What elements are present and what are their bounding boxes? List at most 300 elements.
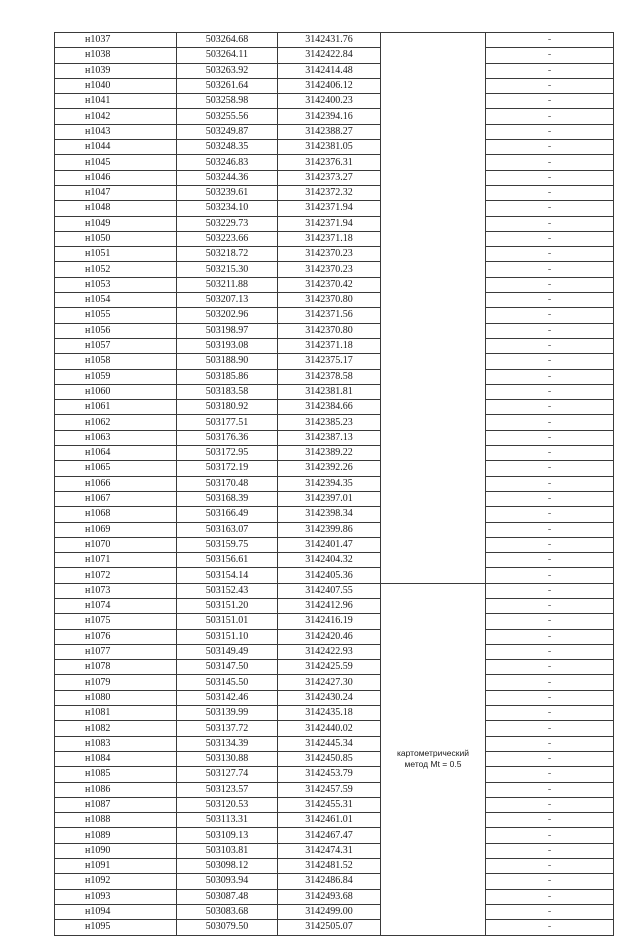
table-row <box>55 736 614 751</box>
point-name-cell: н1059 <box>55 369 177 384</box>
accuracy-cell: - <box>486 400 614 415</box>
accuracy-cell: - <box>486 277 614 292</box>
y-coordinate-cell: 3142486.84 <box>278 874 381 889</box>
y-coordinate-cell: 3142425.59 <box>278 660 381 675</box>
x-coordinate-cell: 503258.98 <box>177 94 278 109</box>
accuracy-cell: - <box>486 33 614 48</box>
point-name-cell: н1041 <box>55 94 177 109</box>
x-coordinate-cell: 503172.19 <box>177 461 278 476</box>
table-row <box>55 247 614 262</box>
x-coordinate-cell: 503234.10 <box>177 201 278 216</box>
y-coordinate-cell: 3142394.35 <box>278 476 381 491</box>
y-coordinate-cell: 3142461.01 <box>278 813 381 828</box>
y-coordinate-cell: 3142376.31 <box>278 155 381 170</box>
point-name-cell: н1083 <box>55 736 177 751</box>
accuracy-cell: - <box>486 247 614 262</box>
y-coordinate-cell: 3142389.22 <box>278 446 381 461</box>
x-coordinate-cell: 503127.74 <box>177 767 278 782</box>
point-name-cell: н1077 <box>55 644 177 659</box>
x-coordinate-cell: 503151.10 <box>177 629 278 644</box>
table-row <box>55 415 614 430</box>
table-row <box>55 644 614 659</box>
x-coordinate-cell: 503264.11 <box>177 48 278 63</box>
point-name-cell: н1085 <box>55 767 177 782</box>
y-coordinate-cell: 3142401.47 <box>278 537 381 552</box>
x-coordinate-cell: 503172.95 <box>177 446 278 461</box>
table-row <box>55 721 614 736</box>
accuracy-cell: - <box>486 308 614 323</box>
accuracy-cell: - <box>486 736 614 751</box>
table-row <box>55 751 614 766</box>
y-coordinate-cell: 3142370.42 <box>278 277 381 292</box>
accuracy-cell: - <box>486 690 614 705</box>
x-coordinate-cell: 503113.31 <box>177 813 278 828</box>
point-name-cell: н1051 <box>55 247 177 262</box>
point-name-cell: н1048 <box>55 201 177 216</box>
point-name-cell: н1038 <box>55 48 177 63</box>
x-coordinate-cell: 503263.92 <box>177 63 278 78</box>
y-coordinate-cell: 3142455.31 <box>278 797 381 812</box>
point-name-cell: н1054 <box>55 293 177 308</box>
x-coordinate-cell: 503154.14 <box>177 568 278 583</box>
table-row <box>55 94 614 109</box>
accuracy-cell: - <box>486 109 614 124</box>
x-coordinate-cell: 503244.36 <box>177 170 278 185</box>
accuracy-cell: - <box>486 78 614 93</box>
y-coordinate-cell: 3142493.68 <box>278 889 381 904</box>
table-row <box>55 904 614 919</box>
y-coordinate-cell: 3142400.23 <box>278 94 381 109</box>
accuracy-cell: - <box>486 920 614 935</box>
x-coordinate-cell: 503211.88 <box>177 277 278 292</box>
y-coordinate-cell: 3142467.47 <box>278 828 381 843</box>
point-name-cell: н1060 <box>55 384 177 399</box>
x-coordinate-cell: 503188.90 <box>177 354 278 369</box>
accuracy-cell: - <box>486 94 614 109</box>
y-coordinate-cell: 3142450.85 <box>278 751 381 766</box>
accuracy-cell: - <box>486 354 614 369</box>
y-coordinate-cell: 3142422.84 <box>278 48 381 63</box>
point-name-cell: н1091 <box>55 859 177 874</box>
x-coordinate-cell: 503183.58 <box>177 384 278 399</box>
table-row <box>55 583 614 598</box>
table-row <box>55 675 614 690</box>
point-name-cell: н1040 <box>55 78 177 93</box>
accuracy-cell: - <box>486 140 614 155</box>
point-name-cell: н1055 <box>55 308 177 323</box>
x-coordinate-cell: 503215.30 <box>177 262 278 277</box>
table-row <box>55 216 614 231</box>
accuracy-cell: - <box>486 583 614 598</box>
accuracy-cell: - <box>486 170 614 185</box>
point-name-cell: н1065 <box>55 461 177 476</box>
accuracy-cell: - <box>486 201 614 216</box>
y-coordinate-cell: 3142440.02 <box>278 721 381 736</box>
table-row <box>55 109 614 124</box>
point-name-cell: н1094 <box>55 904 177 919</box>
accuracy-cell: - <box>486 644 614 659</box>
y-coordinate-cell: 3142499.00 <box>278 904 381 919</box>
method-cell-empty <box>381 33 486 584</box>
x-coordinate-cell: 503098.12 <box>177 859 278 874</box>
y-coordinate-cell: 3142397.01 <box>278 491 381 506</box>
y-coordinate-cell: 3142384.66 <box>278 400 381 415</box>
table-row <box>55 430 614 445</box>
x-coordinate-cell: 503163.07 <box>177 522 278 537</box>
point-name-cell: н1037 <box>55 33 177 48</box>
point-name-cell: н1074 <box>55 598 177 613</box>
y-coordinate-cell: 3142399.86 <box>278 522 381 537</box>
accuracy-cell: - <box>486 491 614 506</box>
x-coordinate-cell: 503185.86 <box>177 369 278 384</box>
y-coordinate-cell: 3142405.36 <box>278 568 381 583</box>
x-coordinate-cell: 503083.68 <box>177 904 278 919</box>
y-coordinate-cell: 3142416.19 <box>278 614 381 629</box>
table-row <box>55 476 614 491</box>
table-row <box>55 767 614 782</box>
x-coordinate-cell: 503193.08 <box>177 338 278 353</box>
accuracy-cell: - <box>486 293 614 308</box>
y-coordinate-cell: 3142431.76 <box>278 33 381 48</box>
point-name-cell: н1089 <box>55 828 177 843</box>
point-name-cell: н1061 <box>55 400 177 415</box>
accuracy-cell: - <box>486 629 614 644</box>
accuracy-cell: - <box>486 323 614 338</box>
accuracy-cell: - <box>486 859 614 874</box>
point-name-cell: н1052 <box>55 262 177 277</box>
point-name-cell: н1092 <box>55 874 177 889</box>
point-name-cell: н1090 <box>55 843 177 858</box>
y-coordinate-cell: 3142385.23 <box>278 415 381 430</box>
y-coordinate-cell: 3142412.96 <box>278 598 381 613</box>
x-coordinate-cell: 503264.68 <box>177 33 278 48</box>
point-name-cell: н1049 <box>55 216 177 231</box>
y-coordinate-cell: 3142398.34 <box>278 507 381 522</box>
point-name-cell: н1084 <box>55 751 177 766</box>
table-row <box>55 491 614 506</box>
accuracy-cell: - <box>486 706 614 721</box>
accuracy-cell: - <box>486 48 614 63</box>
table-row <box>55 262 614 277</box>
x-coordinate-cell: 503109.13 <box>177 828 278 843</box>
y-coordinate-cell: 3142375.17 <box>278 354 381 369</box>
accuracy-cell: - <box>486 384 614 399</box>
point-name-cell: н1086 <box>55 782 177 797</box>
table-row <box>55 33 614 48</box>
x-coordinate-cell: 503246.83 <box>177 155 278 170</box>
point-name-cell: н1044 <box>55 140 177 155</box>
point-name-cell: н1039 <box>55 63 177 78</box>
x-coordinate-cell: 503218.72 <box>177 247 278 262</box>
y-coordinate-cell: 3142381.05 <box>278 140 381 155</box>
table-row <box>55 63 614 78</box>
x-coordinate-cell: 503145.50 <box>177 675 278 690</box>
table-row <box>55 920 614 935</box>
x-coordinate-cell: 503176.36 <box>177 430 278 445</box>
x-coordinate-cell: 503147.50 <box>177 660 278 675</box>
accuracy-cell: - <box>486 476 614 491</box>
method-cell <box>381 583 486 935</box>
accuracy-cell: - <box>486 843 614 858</box>
x-coordinate-cell: 503223.66 <box>177 231 278 246</box>
accuracy-cell: - <box>486 767 614 782</box>
x-coordinate-cell: 503229.73 <box>177 216 278 231</box>
y-coordinate-cell: 3142371.18 <box>278 338 381 353</box>
y-coordinate-cell: 3142414.48 <box>278 63 381 78</box>
y-coordinate-cell: 3142435.18 <box>278 706 381 721</box>
x-coordinate-cell: 503202.96 <box>177 308 278 323</box>
point-name-cell: н1073 <box>55 583 177 598</box>
point-name-cell: н1069 <box>55 522 177 537</box>
coordinates-table <box>54 32 614 936</box>
x-coordinate-cell: 503149.49 <box>177 644 278 659</box>
x-coordinate-cell: 503177.51 <box>177 415 278 430</box>
x-coordinate-cell: 503207.13 <box>177 293 278 308</box>
table-row <box>55 828 614 843</box>
accuracy-cell: - <box>486 553 614 568</box>
table-row <box>55 446 614 461</box>
x-coordinate-cell: 503255.56 <box>177 109 278 124</box>
y-coordinate-cell: 3142422.93 <box>278 644 381 659</box>
y-coordinate-cell: 3142505.07 <box>278 920 381 935</box>
accuracy-cell: - <box>486 522 614 537</box>
accuracy-cell: - <box>486 369 614 384</box>
x-coordinate-cell: 503151.20 <box>177 598 278 613</box>
table-row <box>55 461 614 476</box>
table-row <box>55 690 614 705</box>
y-coordinate-cell: 3142371.94 <box>278 216 381 231</box>
point-name-cell: н1046 <box>55 170 177 185</box>
table-row <box>55 293 614 308</box>
y-coordinate-cell: 3142392.26 <box>278 461 381 476</box>
x-coordinate-cell: 503168.39 <box>177 491 278 506</box>
y-coordinate-cell: 3142372.32 <box>278 185 381 200</box>
method-label: картометрический <box>397 748 469 759</box>
table-row <box>55 614 614 629</box>
y-coordinate-cell: 3142371.18 <box>278 231 381 246</box>
table-row <box>55 78 614 93</box>
table-row <box>55 660 614 675</box>
y-coordinate-cell: 3142453.79 <box>278 767 381 782</box>
y-coordinate-cell: 3142474.31 <box>278 843 381 858</box>
accuracy-cell: - <box>486 262 614 277</box>
point-name-cell: н1062 <box>55 415 177 430</box>
accuracy-cell: - <box>486 430 614 445</box>
table-row <box>55 201 614 216</box>
table-row <box>55 889 614 904</box>
x-coordinate-cell: 503087.48 <box>177 889 278 904</box>
y-coordinate-cell: 3142404.32 <box>278 553 381 568</box>
table-row <box>55 874 614 889</box>
x-coordinate-cell: 503166.49 <box>177 507 278 522</box>
x-coordinate-cell: 503156.61 <box>177 553 278 568</box>
y-coordinate-cell: 3142370.80 <box>278 323 381 338</box>
table-row <box>55 308 614 323</box>
table-row <box>55 400 614 415</box>
accuracy-cell: - <box>486 446 614 461</box>
x-coordinate-cell: 503139.99 <box>177 706 278 721</box>
point-name-cell: н1057 <box>55 338 177 353</box>
x-coordinate-cell: 503261.64 <box>177 78 278 93</box>
y-coordinate-cell: 3142370.23 <box>278 262 381 277</box>
x-coordinate-cell: 503134.39 <box>177 736 278 751</box>
accuracy-cell: - <box>486 797 614 812</box>
table-row <box>55 155 614 170</box>
x-coordinate-cell: 503093.94 <box>177 874 278 889</box>
accuracy-cell: - <box>486 614 614 629</box>
table-row <box>55 782 614 797</box>
y-coordinate-cell: 3142445.34 <box>278 736 381 751</box>
y-coordinate-cell: 3142371.56 <box>278 308 381 323</box>
table-row <box>55 843 614 858</box>
point-name-cell: н1050 <box>55 231 177 246</box>
table-row <box>55 277 614 292</box>
point-name-cell: н1082 <box>55 721 177 736</box>
y-coordinate-cell: 3142406.12 <box>278 78 381 93</box>
table-row <box>55 170 614 185</box>
accuracy-cell: - <box>486 813 614 828</box>
table-row <box>55 507 614 522</box>
point-name-cell: н1071 <box>55 553 177 568</box>
table-row <box>55 859 614 874</box>
x-coordinate-cell: 503180.92 <box>177 400 278 415</box>
point-name-cell: н1047 <box>55 185 177 200</box>
point-name-cell: н1042 <box>55 109 177 124</box>
accuracy-cell: - <box>486 185 614 200</box>
table-row <box>55 384 614 399</box>
x-coordinate-cell: 503079.50 <box>177 920 278 935</box>
x-coordinate-cell: 503123.57 <box>177 782 278 797</box>
y-coordinate-cell: 3142370.80 <box>278 293 381 308</box>
table-row <box>55 553 614 568</box>
y-coordinate-cell: 3142420.46 <box>278 629 381 644</box>
x-coordinate-cell: 503103.81 <box>177 843 278 858</box>
point-name-cell: н1075 <box>55 614 177 629</box>
table-row <box>55 231 614 246</box>
coordinates-table-body <box>55 33 614 936</box>
point-name-cell: н1070 <box>55 537 177 552</box>
point-name-cell: н1078 <box>55 660 177 675</box>
point-name-cell: н1068 <box>55 507 177 522</box>
x-coordinate-cell: 503152.43 <box>177 583 278 598</box>
point-name-cell: н1056 <box>55 323 177 338</box>
point-name-cell: н1045 <box>55 155 177 170</box>
y-coordinate-cell: 3142373.27 <box>278 170 381 185</box>
x-coordinate-cell: 503198.97 <box>177 323 278 338</box>
accuracy-cell: - <box>486 537 614 552</box>
accuracy-label: метод Mt = 0.5 <box>404 759 462 770</box>
accuracy-cell: - <box>486 568 614 583</box>
y-coordinate-cell: 3142378.58 <box>278 369 381 384</box>
point-name-cell: н1066 <box>55 476 177 491</box>
point-name-cell: н1053 <box>55 277 177 292</box>
table-row <box>55 124 614 139</box>
point-name-cell: н1087 <box>55 797 177 812</box>
accuracy-cell: - <box>486 675 614 690</box>
table-row <box>55 629 614 644</box>
table-row <box>55 797 614 812</box>
accuracy-cell: - <box>486 660 614 675</box>
point-name-cell: н1067 <box>55 491 177 506</box>
point-name-cell: н1043 <box>55 124 177 139</box>
y-coordinate-cell: 3142481.52 <box>278 859 381 874</box>
y-coordinate-cell: 3142407.55 <box>278 583 381 598</box>
table-row <box>55 598 614 613</box>
x-coordinate-cell: 503137.72 <box>177 721 278 736</box>
table-row <box>55 568 614 583</box>
y-coordinate-cell: 3142370.23 <box>278 247 381 262</box>
table-row <box>55 522 614 537</box>
accuracy-cell: - <box>486 338 614 353</box>
y-coordinate-cell: 3142430.24 <box>278 690 381 705</box>
accuracy-cell: - <box>486 598 614 613</box>
accuracy-cell: - <box>486 721 614 736</box>
table-row <box>55 48 614 63</box>
coordinates-sheet <box>54 32 578 933</box>
point-name-cell: н1081 <box>55 706 177 721</box>
x-coordinate-cell: 503151.01 <box>177 614 278 629</box>
accuracy-cell: - <box>486 461 614 476</box>
point-name-cell: н1079 <box>55 675 177 690</box>
x-coordinate-cell: 503142.46 <box>177 690 278 705</box>
accuracy-cell: - <box>486 124 614 139</box>
table-row <box>55 140 614 155</box>
point-name-cell: н1063 <box>55 430 177 445</box>
point-name-cell: н1072 <box>55 568 177 583</box>
accuracy-cell: - <box>486 904 614 919</box>
accuracy-cell: - <box>486 415 614 430</box>
y-coordinate-cell: 3142394.16 <box>278 109 381 124</box>
y-coordinate-cell: 3142457.59 <box>278 782 381 797</box>
x-coordinate-cell: 503249.87 <box>177 124 278 139</box>
accuracy-cell: - <box>486 889 614 904</box>
y-coordinate-cell: 3142381.81 <box>278 384 381 399</box>
accuracy-cell: - <box>486 231 614 246</box>
accuracy-cell: - <box>486 155 614 170</box>
accuracy-cell: - <box>486 751 614 766</box>
table-row <box>55 354 614 369</box>
y-coordinate-cell: 3142387.13 <box>278 430 381 445</box>
point-name-cell: н1064 <box>55 446 177 461</box>
point-name-cell: н1058 <box>55 354 177 369</box>
table-row <box>55 813 614 828</box>
point-name-cell: н1095 <box>55 920 177 935</box>
accuracy-cell: - <box>486 507 614 522</box>
accuracy-cell: - <box>486 782 614 797</box>
table-row <box>55 323 614 338</box>
point-name-cell: н1076 <box>55 629 177 644</box>
table-row <box>55 369 614 384</box>
x-coordinate-cell: 503130.88 <box>177 751 278 766</box>
y-coordinate-cell: 3142427.30 <box>278 675 381 690</box>
x-coordinate-cell: 503248.35 <box>177 140 278 155</box>
y-coordinate-cell: 3142371.94 <box>278 201 381 216</box>
accuracy-cell: - <box>486 828 614 843</box>
point-name-cell: н1093 <box>55 889 177 904</box>
table-row <box>55 537 614 552</box>
x-coordinate-cell: 503120.53 <box>177 797 278 812</box>
x-coordinate-cell: 503170.48 <box>177 476 278 491</box>
accuracy-cell: - <box>486 63 614 78</box>
x-coordinate-cell: 503239.61 <box>177 185 278 200</box>
table-row <box>55 338 614 353</box>
y-coordinate-cell: 3142388.27 <box>278 124 381 139</box>
accuracy-cell: - <box>486 874 614 889</box>
table-row <box>55 706 614 721</box>
x-coordinate-cell: 503159.75 <box>177 537 278 552</box>
table-row <box>55 185 614 200</box>
point-name-cell: н1080 <box>55 690 177 705</box>
